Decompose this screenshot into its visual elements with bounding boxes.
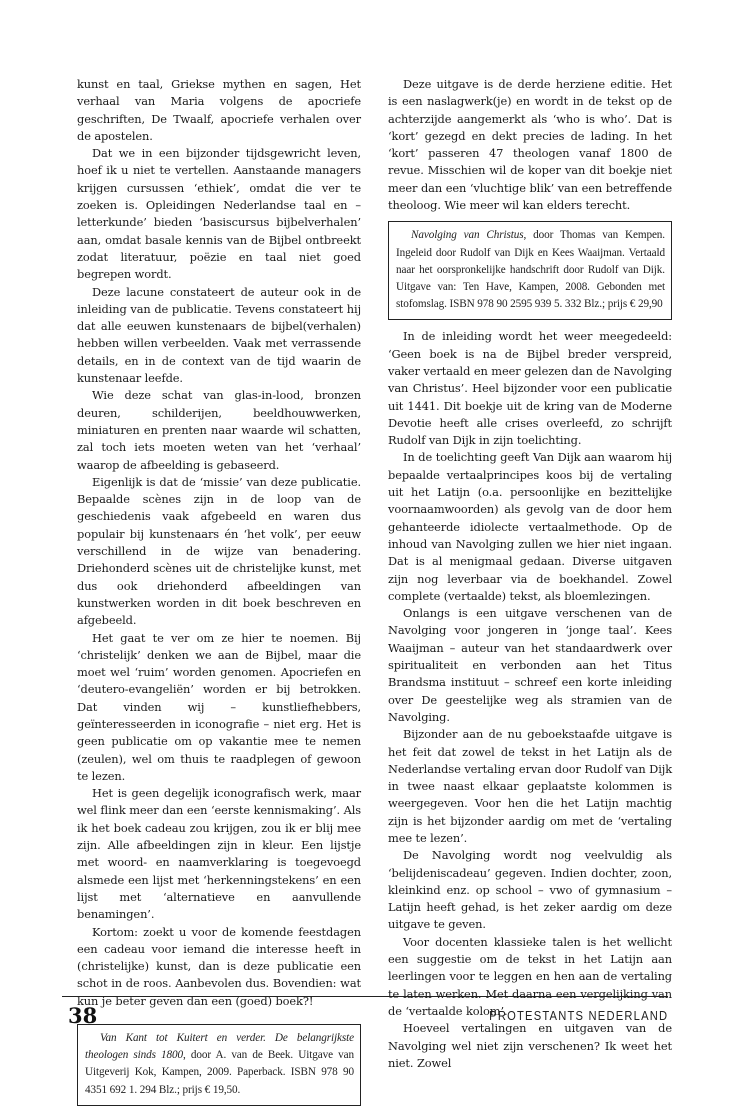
paragraph: De Navolging wordt nog veelvuldig als ‘belijdeniscadeau’ gegeven. Indien dochter, zoon, kleinkind enz. op school – vwo of gymnasium – Latijn heeft gehad, is het zeker aardig om deze uitgave te geven.	[388, 848, 672, 932]
right-column	[388, 76, 672, 1072]
book-title: Van Kant tot Kuitert en verder. De belangrijkste theologen sinds 1800	[85, 1032, 354, 1062]
left-column	[77, 76, 361, 1114]
book-publication-info: , door Thomas van Kempen. Ingeleid door Rudolf van Dijk en Kees Waaijman. Vertaald naar het oorspronkelijke handschrift door Rudolf van Dijk. Uitgave van: Ten Have, Kampen, 2008. Gebonden met stofomslag. ISBN 978 90 2595 939 5. 332 Blz.; prijs € 29,90	[396, 229, 665, 311]
book-review-box	[77, 1024, 361, 1106]
paragraph: Deze lacune constateert de auteur ook in de inleiding van de publicatie. Tevens constateert hij dat alle eeuwen kunstenaars de bijbel(verhalen) hebben willen verbeelden. Vaak met verrassende details, en in de context van de tijd waarin de kunstenaar leefde.	[77, 284, 361, 386]
page-number: 38	[68, 1003, 98, 1028]
paragraph: Hoeveel vertalingen en uitgaven van de Navolging wel niet zijn verschenen? Ik weet het niet. Zowel	[388, 1021, 672, 1070]
book-publication-info: , door A. van de Beek. Uitgave van Uitgeverij Kok, Kampen, 2009. Paperback. ISBN 978 90 4351 692 1. 294 Blz.; prijs € 19,50.	[85, 1049, 354, 1096]
book-details	[85, 1030, 354, 1099]
paragraph: Eigenlijk is dat de ‘missie’ van deze publicatie. Bepaalde scènes zijn in de loop van de geschiedenis vaak afgebeeld en waren dus populair bij kunstenaars én ‘het volk’, per eeuw verschillend in de wijze van benadering. Driehonderd scènes uit de christelijke kunst, met dus ook driehonderd afbeeldingen van kunstwerken worden in dit boek beschreven en afgebeeld.	[77, 474, 361, 628]
paragraph: Voor docenten klassieke talen is het wellicht een suggestie om de tekst in het Latijn aan leerlingen voor te leggen en hen aan de vertaling te laten werken. Met daarna een vergelijking van de ‘vertaalde kolom’.	[388, 934, 672, 1018]
paragraph: Dat we in een bijzonder tijdsgewricht leven, hoef ik u niet te vertellen. Aanstaande managers krijgen cursussen ‘ethiek’, omdat die ver te zoeken is. Opleidingen Nederlandse taal en –letterkunde’ bieden ‘basiscursus bijbelverhalen’ aan, omdat basale kennis van de Bijbel ontbreekt zodat literatuur, poëzie en taal niet goed begrepen wordt.	[77, 146, 361, 282]
book-review-box	[388, 221, 672, 320]
footer-divider	[62, 996, 668, 997]
paragraph: Wie deze schat van glas-in-lood, bronzen deuren, schilderijen, beeldhouwwerken, miniaturen en prenten naar waarde wil schatten, zal toch iets moeten weten van het ‘verhaal’ waarop de afbeelding is gebaseerd.	[77, 388, 361, 472]
journal-name: PROTESTANTS NEDERLAND	[488, 1008, 668, 1023]
paragraph: Het is geen degelijk iconografisch werk, maar wel flink meer dan een ‘eerste kennismaking’. Als ik het boek cadeau zou krijgen, zou ik er blij mee zijn. Alle afbeeldingen zijn in kleur. Een lijstje met woord- en naamverklaring is toegevoegd alsmede een lijst met ‘herkenningstekens’ en een lijst met ‘alternatieve en aanvullende benamingen’.	[77, 786, 361, 922]
book-details	[396, 227, 665, 313]
paragraph: In de inleiding wordt het weer meegedeeld: ‘Geen boek is na de Bijbel breder verspreid, vaker vertaald en meer gelezen dan de Navolging van Christus’. Heel bijzonder voor een publicatie uit 1441. Dit boekje uit de kring van de Moderne Devotie heeft alle crises overleefd, zo schrijft Rudolf van Dijk in zijn toelichting.	[388, 329, 672, 448]
paragraph: kunst en taal, Griekse mythen en sagen, Het verhaal van Maria volgens de apocriefe geschriften, De Twaalf, apocriefe verhalen over de apostelen.	[77, 77, 361, 143]
paragraph: Onlangs is een uitgave verschenen van de Navolging voor jongeren in ‘jonge taal’. Kees Waaijman – auteur van het standaardwerk over spiritualiteit en verbonden aan het Titus Brandsma instituut – schreef een korte inleiding over De geestelijke weg als stramien van de Navolging.	[388, 606, 672, 724]
paragraph: Het gaat te ver om ze hier te noemen. Bij ‘christelijk’ denken we aan de Bijbel, maar die moet wel ‘ruim’ worden genomen. Apocriefen en ‘deutero-evangeliën’ worden er bij betrokken. Dat vinden wij – kunstliefhebbers, geïnteresseerden in iconografie – niet erg. Het is geen publicatie om op vakantie mee te nemen (zeulen), wel om thuis te raadplegen of gewoon te lezen.	[77, 630, 361, 783]
paragraph: Bijzonder aan de nu geboekstaafde uitgave is het feit dat zowel de tekst in het Latijn als de Nederlandse vertaling ervan door Rudolf van Dijk in twee naast elkaar geplaatste kolommen is weergegeven. Voor hen die het Latijn machtig zijn is het bijzonder aardig om met de ‘vertaling mee te lezen’.	[388, 727, 672, 845]
paragraph: In de toelichting geeft Van Dijk aan waarom hij bepaalde vertaalprincipes koos bij de vertaling uit het Latijn (o.a. persoonlijke en bezittelijke voornaamwoorden) als gevolg van de door hem gehanteerde idiolecte vertaalmethode. Op de inhoud van Navolging zullen we hier niet ingaan. Dat is al menigmaal gedaan. Diverse uitgaven zijn nog leverbaar via de boekhandel. Zowel complete (vertaalde) tekst, als bloemlezingen.	[388, 450, 672, 603]
paragraph: Kortom: zoekt u voor de komende feestdagen een cadeau voor iemand die interesse heeft in (christelijke) kunst, dan is deze publicatie een schot in de roos. Aanbevolen dus. Bovendien: wat kun je beter geven dan een (goed) boek?!	[77, 924, 361, 1008]
book-title: Navolging van Christus	[411, 229, 524, 242]
paragraph: Deze uitgave is de derde herziene editie. Het is een naslagwerk(je) en wordt in de tekst op de achterzijde aangemerkt als ‘who is who’. Dat is ‘kort’ gezegd en dekt precies de lading. In het ‘kort’ passeren 47 theologen vanaf 1800 de revue. Misschien wil de koper van dit boekje niet meer dan een ‘vluchtige blik’ van een betreffende theoloog. Wie meer wil kan elders terecht.	[388, 77, 672, 213]
